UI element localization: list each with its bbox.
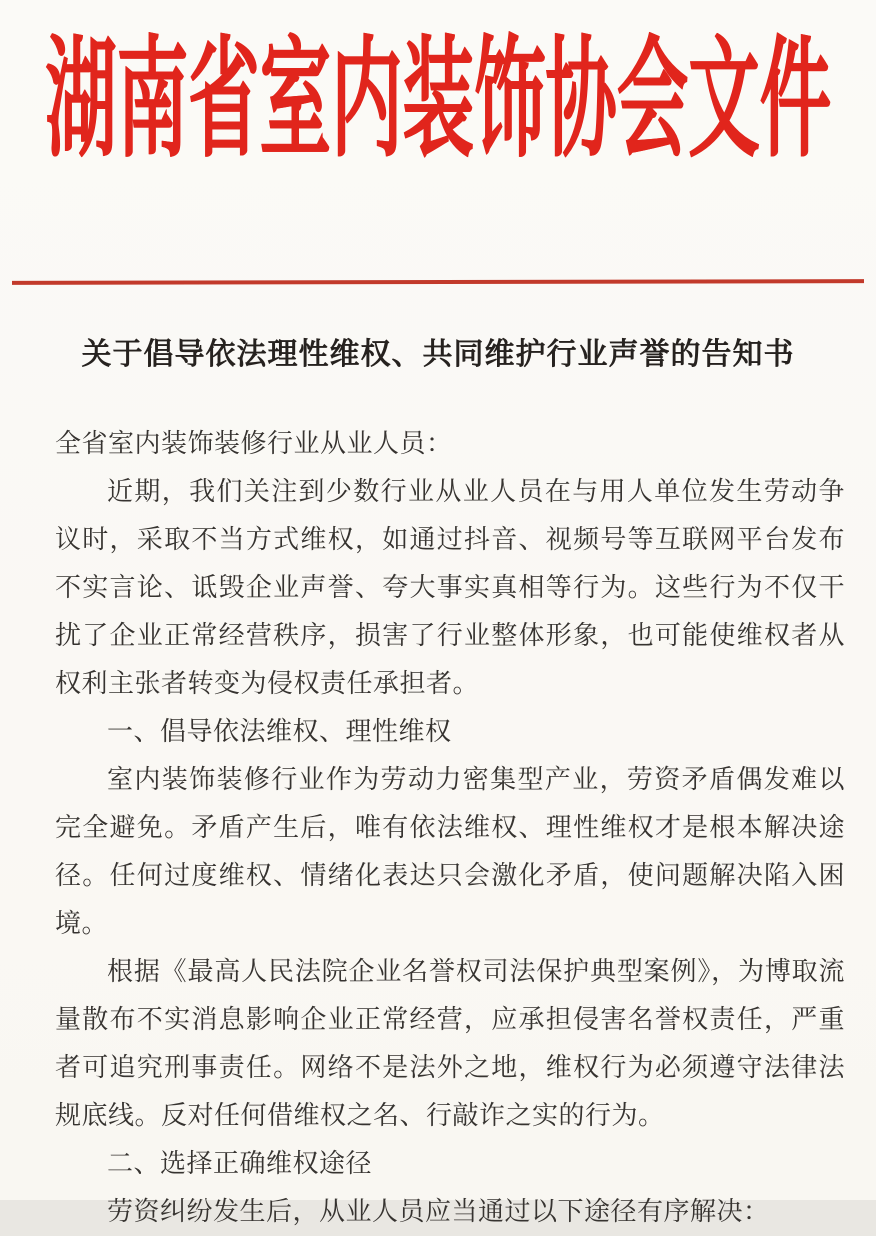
document-title: 关于倡导依法理性维权、共同维护行业声誉的告知书 [81,338,795,371]
paragraph-3: 根据《最高人民法院企业名誉权司法保护典型案例》，为博取流量散布不实消息影响企业正常经营，应承担侵害名誉权责任，严重者可追究刑事责任。网络不是法外之地，维权行为必须遵守法律法规底线。反对任何借维权之名、行敲诈之实的行为。 [55,957,845,1130]
paragraph-2: 室内装饰装修行业作为劳动力密集型产业，劳资矛盾偶发难以完全避免。矛盾产生后，唯有依法维权、理性维权才是根本解决途径。任何过度维权、情绪化表达只会激化矛盾，使问题解决陷入困境。 [55,765,845,938]
paragraph-4: 劳资纠纷发生后，从业人员应当通过以下途径有序解决： [107,1197,770,1226]
red-divider-rule [12,279,864,285]
salutation-line: 全省室内装饰装修行业从业人员： [55,429,453,458]
section-heading-1: 一、倡导依法维权、理性维权 [107,717,452,746]
section-heading-2: 二、选择正确维权途径 [107,1149,373,1178]
paragraph-1: 近期，我们关注到少数行业从业人员在与用人单位发生劳动争议时，采取不当方式维权，如通过抖音、视频号等互联网平台发布不实言论、诋毁企业声誉、夸大事实真相等行为。这些行为不仅干扰了企业正常经营秩序，损害了行业整体形象，也可能使维权者从权利主张者转变为侵权责任承担者。 [55,477,845,698]
document-body [55,420,845,1236]
masthead-title: 湖南省室内装饰协会文件 [45,29,831,174]
